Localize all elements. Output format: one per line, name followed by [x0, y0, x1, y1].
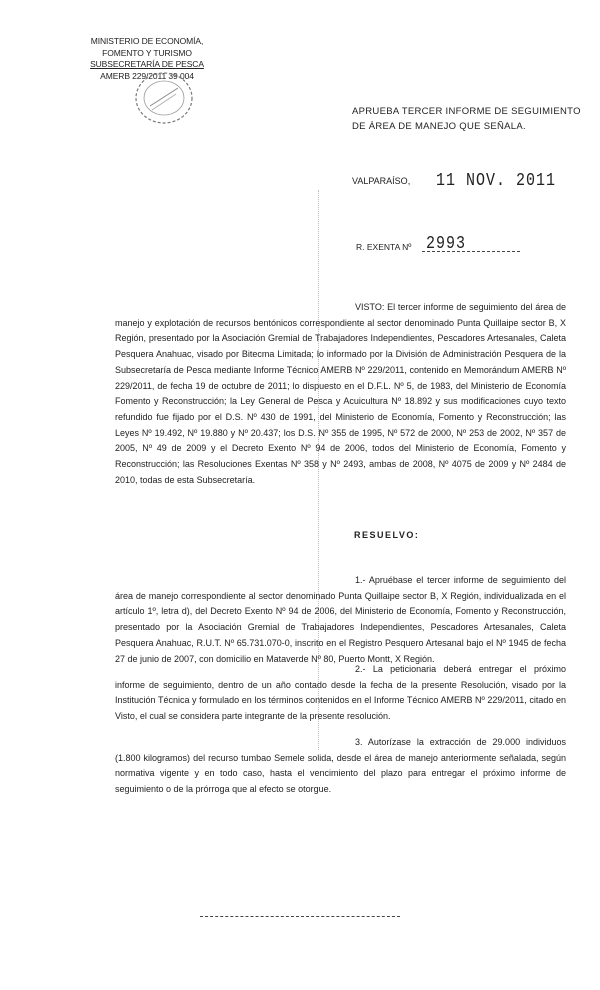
- resolution-paragraph-3: 3. Autorízase la extracción de 29.000 individuos (1.800 kilogramos) del recurso tumbao Semele solida, desde el área de manejo anteriormente señalada, según normativa vigente y en todo caso, hasta el vencimiento del plazo para entregar el próximo informe de seguimiento o de la prórroga que al efecto se otorgue.: [115, 737, 566, 795]
- subject-heading: [352, 104, 581, 134]
- letterhead-ministry: MINISTERIO DE ECONOMÍA,: [90, 36, 204, 46]
- subject-line-1: APRUEBA TERCER INFORME DE SEGUIMIENTO: [352, 106, 581, 117]
- letterhead-reference: AMERB 229/2011 39 004: [100, 70, 194, 81]
- resolution-number: 2993: [426, 233, 467, 255]
- place-label: VALPARAÍSO,: [352, 176, 411, 186]
- date-stamp: 11 NOV. 2011: [436, 170, 557, 192]
- resuelvo-heading: RESUELVO:: [354, 530, 420, 540]
- footer-line: [200, 916, 400, 917]
- subject-line-2: DE ÁREA DE MANEJO QUE SEÑALA.: [352, 121, 526, 132]
- oval-stamp: [132, 66, 196, 130]
- letterhead-subsecretary: SUBSECRETARÍA DE PESCA: [90, 59, 204, 69]
- resolution-label: R. EXENTA Nº: [356, 242, 412, 252]
- visto-paragraph: VISTO: El tercer informe de seguimiento del área de manejo y explotación de recursos bentónicos correspondiente al sector denominado Punta Quillaipe sector B, X Región, presentado por la Asociación Gremial de Trabajadores Independientes, Pescadores Artesanales, Caleta Pesquera Anahuac, visado por Bitecma Limitada; lo informado por la División de Administración Pesquera de la Subsecretaría de Pesca mediante Informe Técnico AMERB Nº 229/2011, contenido en Memorándum AMERB Nº 229/2011, de fecha 19 de octubre de 2011; lo dispuesto en el D.F.L. Nº 5, de 1983, del Ministerio de Economía Fomento y Reconstrucción; la Ley General de Pesca y Acuicultura Nº 18.892 y sus modificaciones cuyo texto refundido fue fijado por el D.S. Nº 430 de 1991, del Ministerio de Economía, Fomento y Reconstrucción; las Leyes Nº 19.492, Nº 19.880 y Nº 20.437; los D.S. Nº 355 de 1995, Nº 572 de 2000, Nº 253 de 2002, Nº 357 de 2005, Nº 49 de 2009 y el Decreto Exento Nº 94 de 2006, todos del Ministerio de Economía, Fomento y Reconstrucción; las Resoluciones Exentas Nº 358 y Nº 2493, ambas de 2008, Nº 4075 de 2009 y Nº 2484 de 2010, todas de esta Subsecretaría.: [115, 302, 566, 485]
- resolution-paragraph-1: 1.- Apruébase el tercer informe de seguimiento del área de manejo correspondiente al sector denominado Punta Quillaipe sector B, X Región, individualizada en el artículo 1º, letra d), del Decreto Exento Nº 94 de 2006, del Ministerio de Economía, Fomento y Reconstrucción, presentado por la Asociación Gremial de Trabajadores Independientes, Pescadores Artesanales, Caleta Pesquera Anahuac, R.U.T. Nº 65.731.070-0, inscrito en el Registro Pesquero Artesanal bajo el Nº 1945 de fecha 27 de junio de 2007, con domicilio en Mataverde Nº 80, Puerto Montt, X Región.: [115, 575, 566, 664]
- resolution-paragraph-2: 2.- La peticionaria deberá entregar el próximo informe de seguimiento, dentro de un año contado desde la fecha de la presente Resolución, visado por la Institución Técnica y formulado en los términos contenidos en el Informe Técnico AMERB Nº 229/2011, citado en Visto, el cual se considera parte integrante de la presente resolución.: [115, 664, 566, 722]
- letterhead-department: FOMENTO Y TURISMO: [102, 47, 192, 58]
